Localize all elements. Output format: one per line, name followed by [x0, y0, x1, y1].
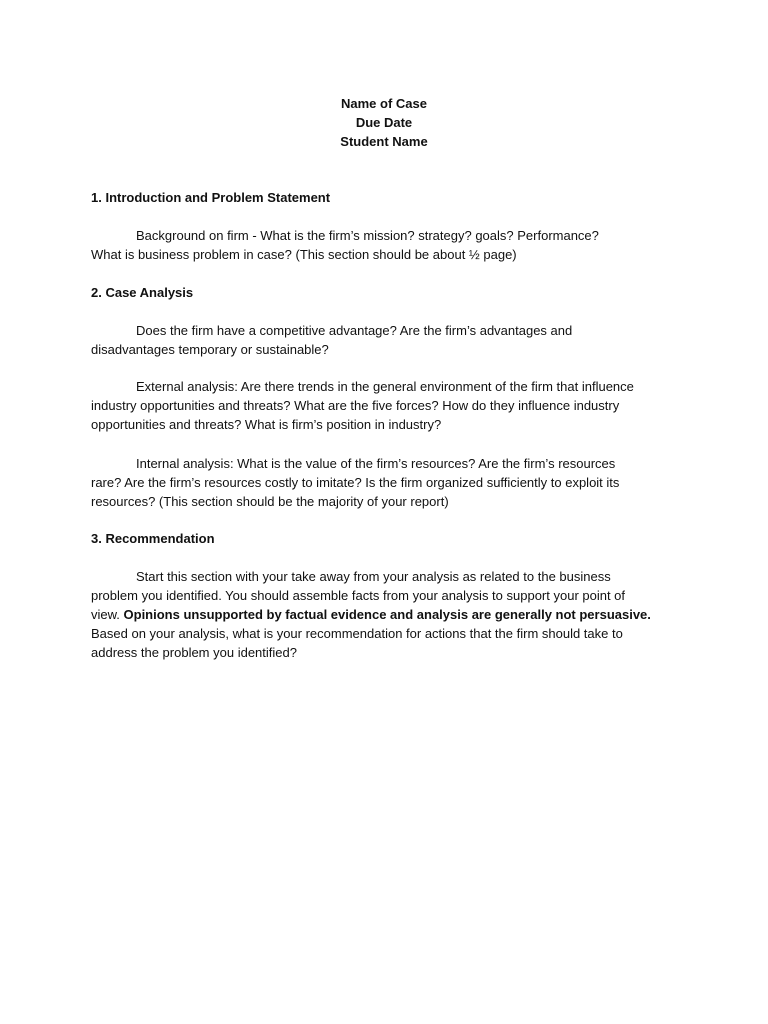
paragraph-line: What is business problem in case? (This section should be about ½ page)	[91, 247, 517, 262]
case-name-title: Name of Case	[341, 96, 427, 111]
paragraph-line-mixed	[91, 605, 681, 624]
recommendation-paragraph	[91, 567, 681, 662]
recommendation-heading: 3. Recommendation	[91, 531, 215, 546]
paragraph-line: External analysis: Are there trends in the general environment of the firm that influence	[136, 379, 634, 394]
paragraph-line: resources? (This section should be the majority of your report)	[91, 494, 449, 509]
paragraph-line: address the problem you identified?	[91, 645, 297, 660]
line-text: view.	[91, 607, 124, 622]
paragraph-line: Internal analysis: What is the value of the firm’s resources? Are the firm’s resources	[136, 456, 616, 471]
internal-analysis-paragraph	[91, 454, 681, 511]
paragraph-line: disadvantages temporary or sustainable?	[91, 342, 329, 357]
paragraph-line: opportunities and threats? What is firm’s position in industry?	[91, 417, 442, 432]
title-block	[0, 94, 768, 151]
external-analysis-paragraph	[91, 377, 681, 434]
analysis-heading: 2. Case Analysis	[91, 285, 194, 300]
paragraph-line: Start this section with your take away from your analysis as related to the business	[136, 569, 611, 584]
paragraph-line: rare? Are the firm’s resources costly to imitate? Is the firm organized sufficiently to exploit its	[91, 475, 620, 490]
paragraph-line: industry opportunities and threats? What are the five forces? How do they influence industry	[91, 398, 620, 413]
student-name-title: Student Name	[340, 134, 428, 149]
paragraph-line: Background on firm - What is the firm’s mission? strategy? goals? Performance?	[136, 228, 599, 243]
intro-paragraph	[91, 226, 681, 264]
emphasized-statement: Opinions unsupported by factual evidence and analysis are generally not persuasive.	[123, 607, 651, 622]
paragraph-line: problem you identified. You should assemble facts from your analysis to support your point of	[91, 588, 626, 603]
competitive-advantage-paragraph	[91, 321, 681, 359]
paragraph-line: Based on your analysis, what is your recommendation for actions that the firm should take to	[91, 626, 623, 641]
paragraph-line: Does the firm have a competitive advantage? Are the firm’s advantages and	[136, 323, 573, 338]
intro-heading: 1. Introduction and Problem Statement	[91, 190, 331, 205]
due-date-title: Due Date	[355, 115, 413, 130]
